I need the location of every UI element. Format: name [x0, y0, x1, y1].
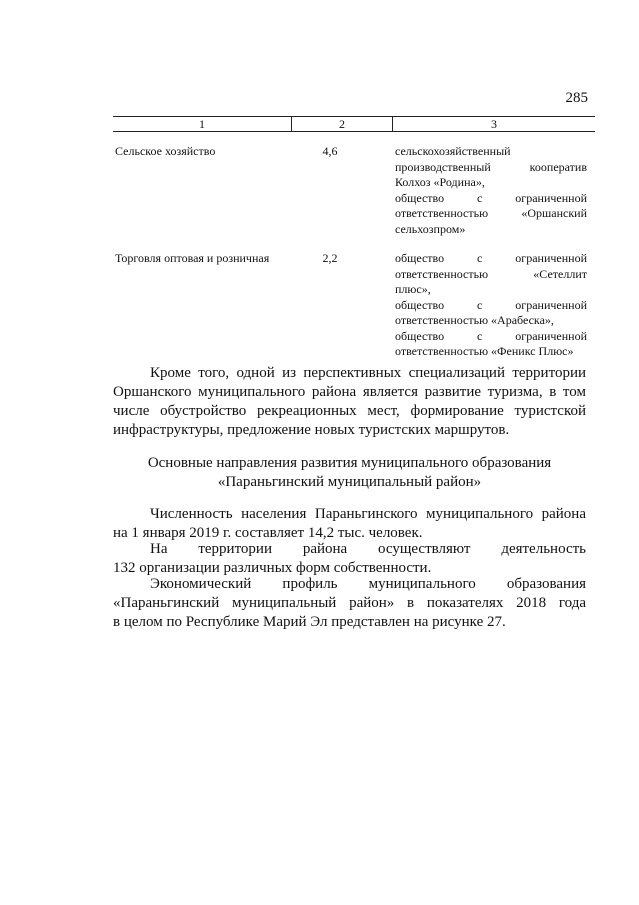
org-line: общество с ограниченной: [395, 190, 587, 205]
share-cell: 4,6: [322, 144, 338, 158]
column-header-1: 1: [113, 117, 292, 131]
organizations-cell: [391, 251, 595, 360]
table-row: [113, 251, 595, 360]
org-line: ответственностью «Сетеллит: [395, 266, 587, 281]
population-paragraph: [113, 505, 586, 543]
paragraph-line: Экономический профиль муниципального образования: [150, 576, 586, 592]
paragraph-line: Оршанского муниципального района является развитие туризма, в том: [113, 384, 586, 400]
table-header: [113, 116, 595, 132]
org-line: плюс»,: [395, 282, 431, 296]
organizations-paragraph: [113, 540, 586, 578]
org-line: Колхоз «Родина»,: [395, 175, 485, 189]
sector-cell: Торговля оптовая и розничная: [115, 251, 270, 265]
tourism-paragraph: [113, 364, 586, 440]
paragraph-line: Численность населения Параньгинского муниципального района: [150, 506, 586, 522]
org-line: сельхозпром»: [395, 221, 466, 236]
share-cell: 2,2: [322, 251, 338, 265]
paragraph-line: инфраструктуры, предложение новых туристских маршрутов.: [113, 422, 510, 438]
page-number: 285: [565, 90, 588, 106]
paragraph-line: 132 организации различных форм собственности.: [113, 560, 432, 576]
heading-line: Основные направления развития муниципального образования: [147, 455, 552, 471]
economic-profile-paragraph: [113, 575, 586, 632]
heading-line: «Параньгинский муниципальный район»: [217, 474, 482, 490]
org-line: ответственностью «Оршанский: [395, 206, 587, 220]
paragraph-line: числе обустройство рекреационных мест, формирование туристской: [113, 403, 586, 419]
paragraph-line: на 1 января 2019 г. составляет 14,2 тыс. человек.: [113, 525, 423, 541]
org-line: сельскохозяйственный: [395, 144, 511, 158]
column-header-2: 2: [292, 117, 393, 131]
section-heading: [113, 454, 586, 492]
org-line: общество с ограниченной: [395, 251, 587, 265]
org-line: ответственностью «Арабеска»,: [395, 313, 554, 327]
paragraph-line: На территории района осуществляют деятельность: [150, 541, 586, 557]
sector-table: [113, 116, 595, 360]
org-line: общество с ограниченной: [395, 328, 587, 343]
paragraph-line: Кроме того, одной из перспективных специализаций территории: [150, 365, 586, 381]
org-line: общество с ограниченной: [395, 297, 587, 312]
organizations-cell: [391, 144, 595, 237]
paragraph-line: в целом по Республике Марий Эл представлен на рисунке 27.: [113, 614, 506, 630]
table-row: [113, 144, 595, 237]
sector-cell: Сельское хозяйство: [115, 144, 216, 158]
paragraph-line: «Параньгинский муниципальный район» в показателях 2018 года: [113, 595, 586, 611]
column-header-3: 3: [491, 117, 497, 131]
org-line: ответственностью «Феникс Плюс»: [395, 344, 574, 358]
org-line: производственный кооператив: [395, 159, 587, 174]
